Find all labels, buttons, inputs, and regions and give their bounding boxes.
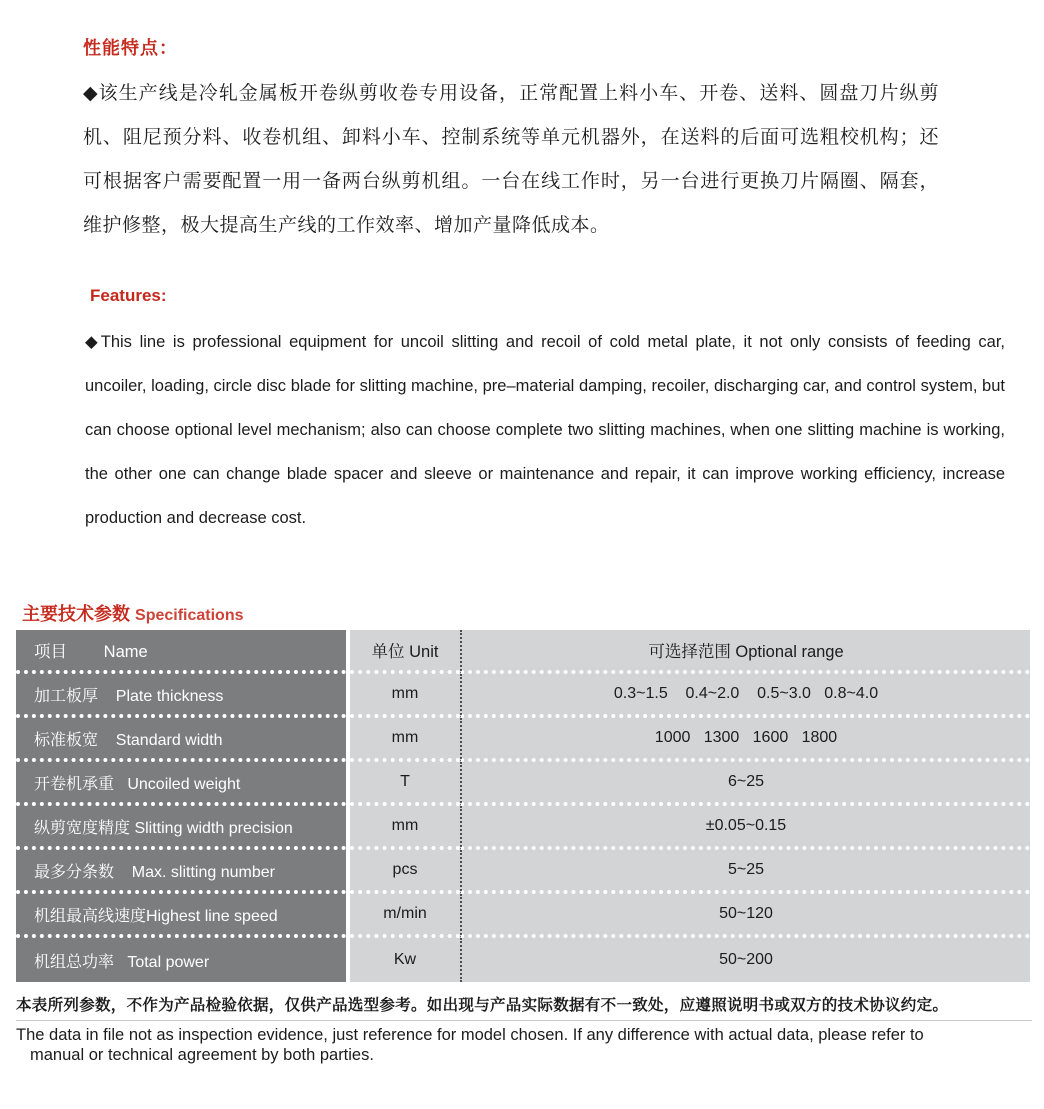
table-row (16, 762, 1030, 806)
spec-row-unit: m/min (350, 894, 460, 938)
spec-header-range: 可选择范围 Optional range (460, 630, 1030, 674)
spec-row-unit: T (350, 762, 460, 806)
spec-row-range: 6~25 (460, 762, 1030, 806)
spec-row-range: 0.3~1.5 0.4~2.0 0.5~3.0 0.8~4.0 (460, 674, 1030, 718)
spec-row-name: 开卷机承重 Uncoiled weight (16, 762, 346, 806)
specifications-heading-en: Specifications (135, 607, 244, 624)
features-paragraph-en: ◆This line is professional equipment for uncoil slitting and recoil of cold metal plate, it not only consists of feeding car, uncoiler, loading, circle disc blade for slitting machine, pre–material damping, recoiler, discharging car, and control system, but can choose optional level mechanism; also can choose complete two slitting machines, when one slitting machine is working, the other one can change blade spacer and sleeve or maintenance and repair, it can improve working efficiency, increase production and decrease cost. (85, 333, 1005, 527)
table-row (16, 674, 1030, 718)
spec-row-range: 50~200 (460, 938, 1030, 982)
spec-row-name: 机组最高线速度Highest line speed (16, 894, 346, 938)
specifications-heading (22, 600, 244, 626)
spec-row-name: 最多分条数 Max. slitting number (16, 850, 346, 894)
spec-row-name: 标准板宽 Standard width (16, 718, 346, 762)
spec-row-unit: Kw (350, 938, 460, 982)
table-row (16, 806, 1030, 850)
table-row (16, 718, 1030, 762)
features-paragraph-cn: ◆该生产线是冷轧金属板开卷纵剪收卷专用设备，正常配置上料小车、开卷、送料、圆盘刀片纵剪机、阻尼预分料、收卷机组、卸料小车、控制系统等单元机器外，在送料的后面可选粗校机构；还可根据客户需要配置一用一备两台纵剪机组。一台在线工作时，另一台进行更换刀片隔圈、隔套，维护修整，极大提高生产线的工作效率、增加产量降低成本。 (83, 83, 939, 236)
features-heading-cn: 性能特点： (83, 38, 178, 58)
spec-row-unit: mm (350, 806, 460, 850)
specifications-heading-cn: 主要技术参数 (22, 604, 130, 624)
footnote-en-line1: The data in file not as inspection evidence, just reference for model chosen. If any difference with actual data, please refer to (16, 1026, 924, 1044)
table-row (16, 850, 1030, 894)
spec-row-range: 5~25 (460, 850, 1030, 894)
spec-row-range: 50~120 (460, 894, 1030, 938)
spec-header-name: 项目 Name (16, 630, 346, 674)
footnote-divider (16, 1020, 1032, 1021)
table-row (16, 938, 1030, 982)
footnote-en-line2: manual or technical agreement by both parties. (30, 1046, 374, 1064)
footnote-en (16, 1025, 1032, 1065)
spec-row-unit: pcs (350, 850, 460, 894)
spec-row-name: 机组总功率 Total power (16, 938, 346, 982)
table-row (16, 894, 1030, 938)
specifications-table (16, 630, 1030, 982)
spec-row-range: 1000 1300 1600 1800 (460, 718, 1030, 762)
spec-row-name: 纵剪宽度精度 Slitting width precision (16, 806, 346, 850)
spec-row-name: 加工板厚 Plate thickness (16, 674, 346, 718)
spec-row-unit: mm (350, 718, 460, 762)
spec-table-header-row (16, 630, 1030, 674)
spec-row-range: ±0.05~0.15 (460, 806, 1030, 850)
footnote-cn: 本表所列参数，不作为产品检验依据，仅供产品选型参考。如出现与产品实际数据有不一致处，应遵照说明书或双方的技术协议约定。 (16, 997, 949, 1014)
spec-row-unit: mm (350, 674, 460, 718)
features-heading-en: Features: (90, 286, 167, 305)
spec-header-unit: 单位 Unit (350, 630, 460, 674)
